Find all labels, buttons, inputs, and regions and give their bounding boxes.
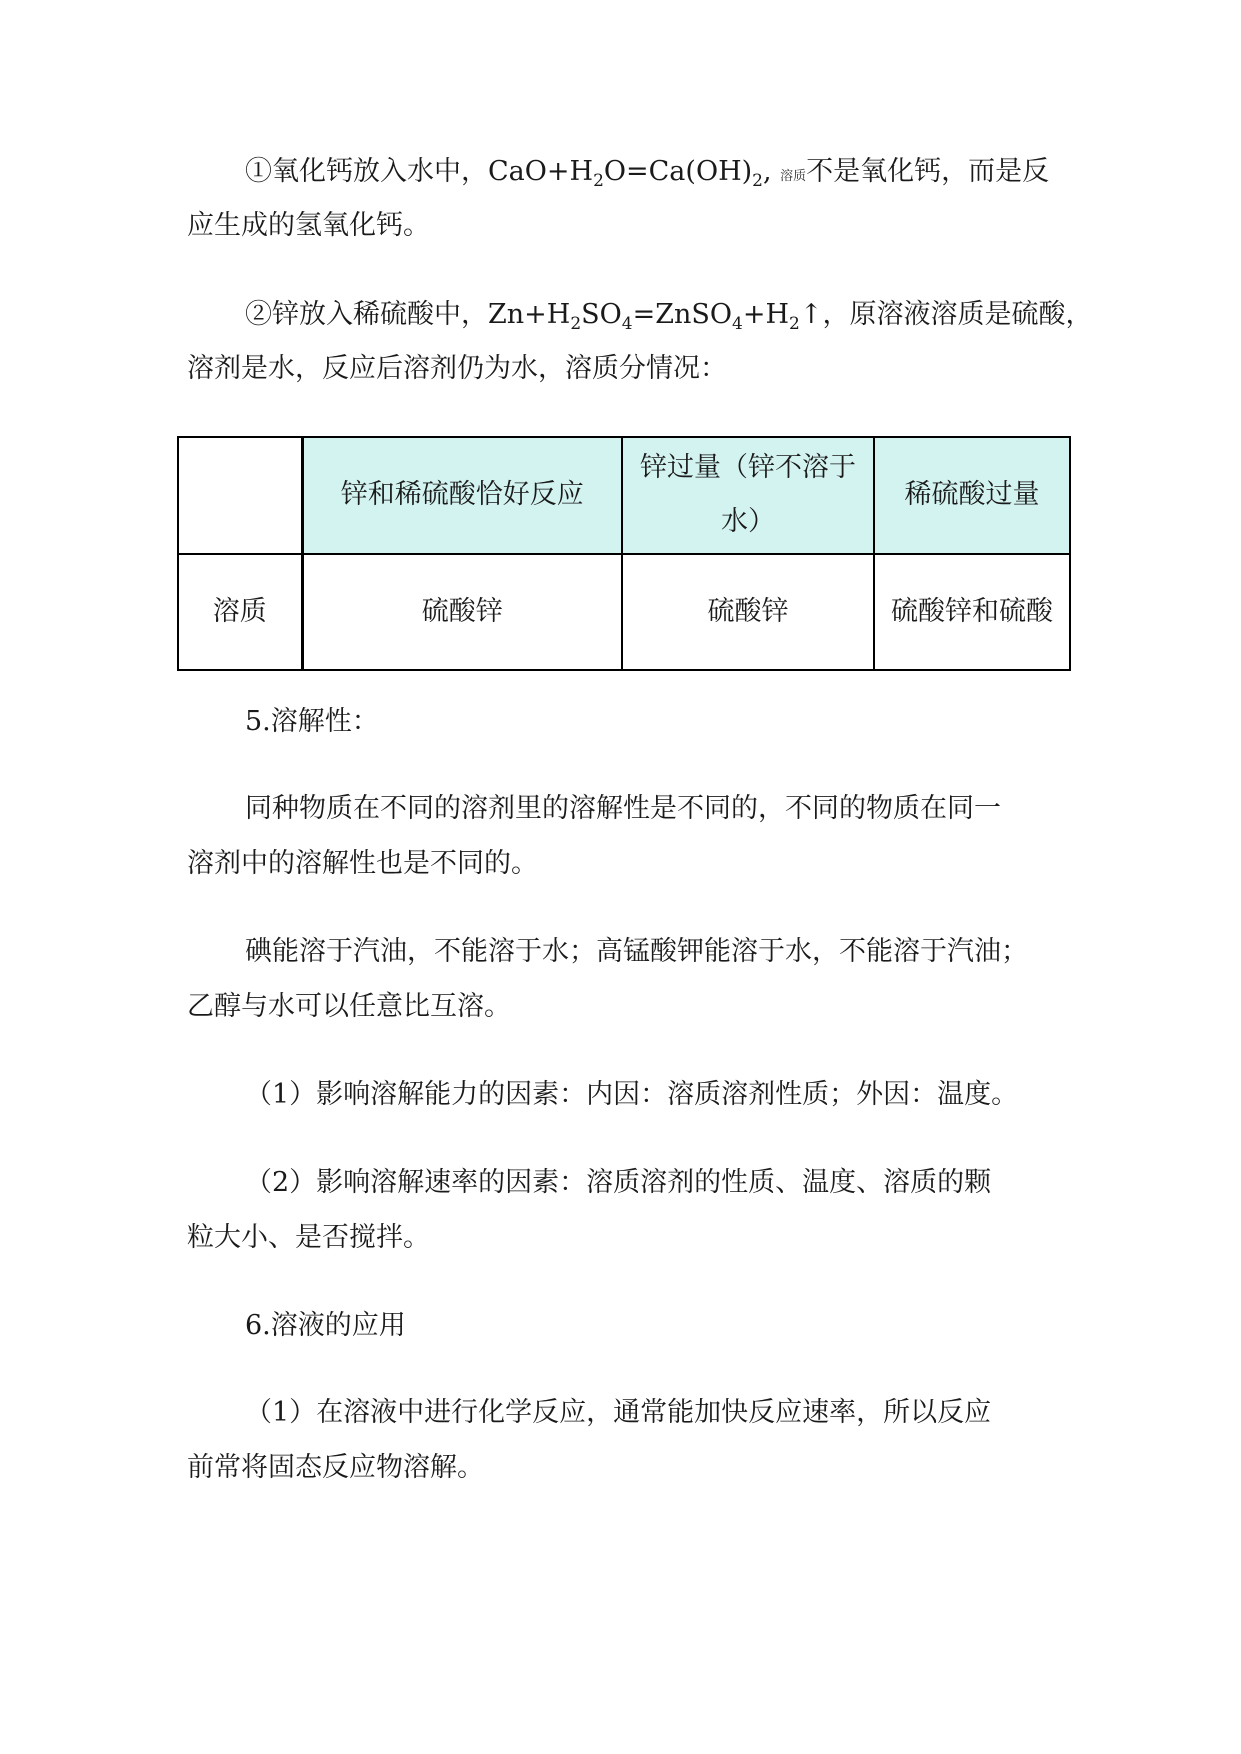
subscript: 2 [789, 314, 800, 334]
subscript: 4 [621, 314, 633, 334]
para-5: （1）影响溶解能力的因素：内因：溶质溶剂性质；外因：温度。 [245, 1079, 1019, 1110]
table-header-row [178, 437, 1070, 554]
section-heading-6: 6.溶液的应用 [245, 1310, 406, 1341]
para-7-line-1: （1）在溶液中进行化学反应，通常能加快反应速率，所以反应 [245, 1397, 992, 1428]
table-cell [874, 554, 1070, 671]
table-header-cell: 稀硫酸过量 [874, 437, 1070, 554]
para-7-line-2: 前常将固态反应物溶解。 [187, 1452, 484, 1483]
para-3-line-2: 溶剂中的溶解性也是不同的。 [187, 848, 538, 879]
header-text: 锌过量（锌不溶于水） [640, 452, 856, 538]
text-run: ②锌放入稀硫酸中，Zn+H [245, 299, 571, 330]
para-2-line-2: 溶剂是水，反应后溶剂仍为水，溶质分情况： [187, 353, 727, 384]
subscript: 2 [593, 171, 604, 191]
para-3-line-1: 同种物质在不同的溶剂里的溶解性是不同的，不同的物质在同一 [245, 793, 1001, 824]
table-cell: 硫酸锌 [622, 554, 874, 671]
table-row-label: 溶质 [178, 554, 302, 671]
para-2-line-1 [245, 298, 1092, 332]
solute-table [177, 436, 1071, 671]
text-run: SO [581, 299, 622, 330]
subscript: 4 [732, 314, 743, 334]
text-run: O=Ca(OH) [603, 156, 753, 187]
section-heading-5: 5.溶解性： [245, 706, 379, 737]
table-header-cell [178, 437, 302, 554]
para-4-line-2: 乙醇与水可以任意比互溶。 [187, 991, 511, 1022]
tiny-note: 溶质 [780, 169, 807, 184]
text-run: , [762, 156, 781, 187]
table-header-cell [622, 437, 874, 554]
text-run: =ZnSO [632, 299, 733, 330]
para-6-line-2: 粒大小、是否搅拌。 [187, 1222, 430, 1253]
table-row [178, 554, 1070, 671]
text-run: 不是氧化钙，而是反 [806, 156, 1050, 187]
text-run: ↑，原溶液溶质是硫酸， [799, 299, 1093, 330]
table-cell: 硫酸锌 [302, 554, 622, 671]
para-4-line-1: 碘能溶于汽油，不能溶于水；高锰酸钾能溶于水，不能溶于汽油； [245, 936, 1028, 967]
text-run: +H [742, 299, 790, 330]
table-header-cell: 锌和稀硫酸恰好反应 [302, 437, 622, 554]
para-6-line-1: （2）影响溶解速率的因素：溶质溶剂的性质、温度、溶质的颗 [245, 1167, 992, 1198]
subscript: 2 [752, 171, 763, 191]
text-run: ①氧化钙放入水中，CaO+H [245, 156, 594, 187]
subscript: 2 [570, 314, 582, 334]
para-1-line-2: 应生成的氢氧化钙。 [187, 210, 430, 241]
cell-text: 硫酸锌和硫酸 [891, 595, 1053, 627]
para-1-line-1 [245, 155, 1049, 194]
